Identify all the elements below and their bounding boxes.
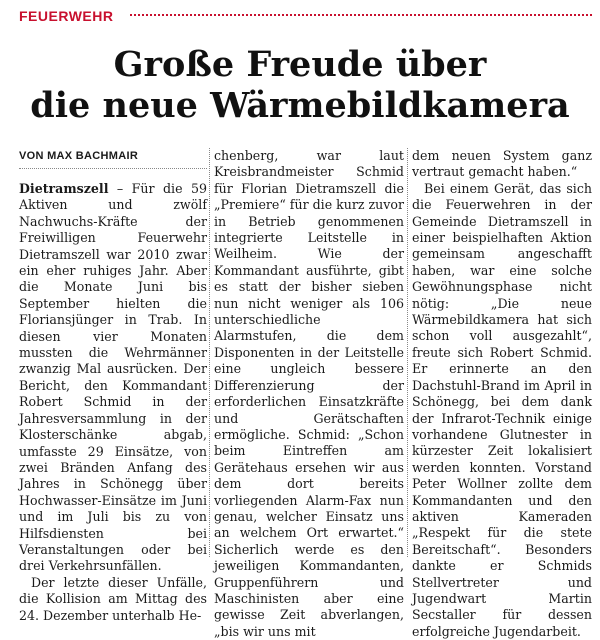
column-1-text-1: – Für die 59 Aktiven und zwölf Nachwuchs-Kräfte der Freiwilligen Feuerwehr Dietramszell war 2010 zwar ein eher ruhiges Jahr. Aber die Monate Juni bis September hielten die Floriansjünger in Trab. In diesen vier Monaten mussten die Wehrmänner zwanzig Mal ausrücken. Der Bericht, den Kommandant Robert Schmid in der Jahresversammlung in der Klosterschänke abgab, umfasste 29 Einsätze, von zwei Bränden Anfang des Jahres in Schönegg über Hochwasser-Einsätze im Juni und im Juli bis zu von Hilfsdiensten bei Veranstaltungen oder bei drei Verkehrsunfällen. [19,181,207,574]
dateline: Dietramszell [19,181,109,196]
article-column-3 [412,148,592,640]
column-divider-1 [209,148,210,557]
column-3-paragraph-1: dem neuen System ganz vertraut gemacht haben.“ [412,148,592,180]
article-column-2 [214,148,404,640]
section-rule [130,14,592,16]
author-byline: VON MAX BACHMAIR [19,150,139,162]
column-1-paragraph-2: Der letzte dieser Unfälle, die Kollision am Mittag des 24. Dezember unterhalb He- [19,574,207,623]
column-divider-2 [407,148,408,557]
headline-line-2: die neue Wärmebildkamera [30,85,570,126]
column-3-paragraph-2: Bei einem Gerät, das sich die Feuerwehren in der Gemeinde Dietramszell in einer beispielhaften Aktion gemeinsam angeschafft haben, war eine solche Gewöhnungsphase nicht nötig: „Die neue Wärmebildkamera hat sich schon voll ausgezahlt“, freute sich Robert Schmid. Er erinnerte an den Dachstuhl-Brand im April in Schönegg, bei dem dank der Infrarot-Technik einige vorhandene Glutnester in kürzester Zeit lokalisiert werden konnten. Vorstand Peter Wollner zollte dem Kommandanten und den aktiven Kameraden „Respekt für die stete Bereitschaft“. Besonders dankte er Schmids Stellvertreter und Jugendwart Martin Secstaller für dessen erfolgreiche Jugendarbeit. [412,180,592,639]
headline-line-1: Große Freude über [113,44,487,85]
article-column-1 [19,181,207,624]
column-1-paragraph-1 [19,181,207,575]
headline [0,44,600,126]
column-2-paragraph-1: chenberg, war laut Kreisbrandmeister Schmid für Florian Dietramszell die „Premiere“ für die kurz zuvor in Betrieb genommenen integrierte Leitstelle in Weilheim. Wie der Kommandant ausführte, gibt es statt der bisher sieben nun nicht weniger als 106 unterschiedliche Alarmstufen, die dem Disponenten in der Leitstelle eine ungleich bessere Differenzierung der erforderlichen Einsatzkräfte und Gerätschaften ermögliche. Schmid: „Schon beim Eintreffen am Gerätehaus ersehen wir aus dem dort bereits vorliegenden Alarm-Fax nun genau, welcher Einsatz uns an welchem Ort erwartet.“ Sicherlich werde es den jeweiligen Kommandanten, Gruppenführern und Maschinisten aber eine gewisse Zeit abverlangen, „bis wir uns mit [214,148,405,639]
byline-rule [19,168,207,169]
section-label: FEUERWEHR [19,8,114,24]
